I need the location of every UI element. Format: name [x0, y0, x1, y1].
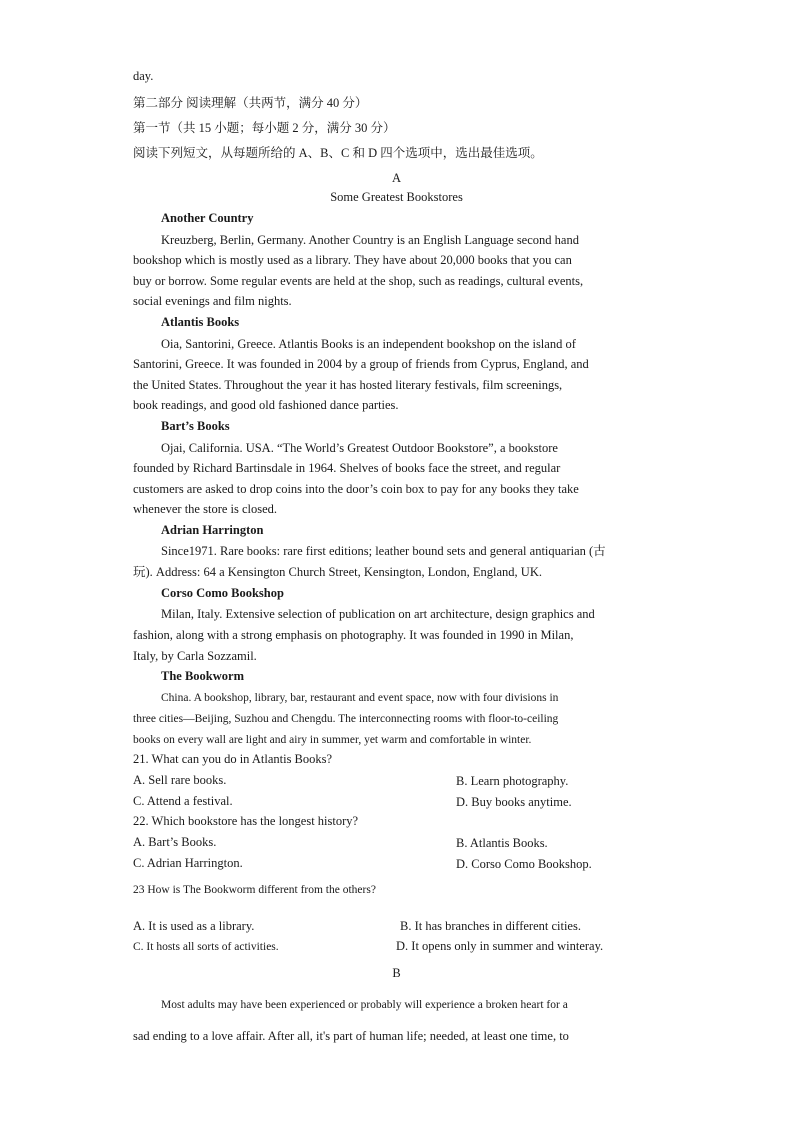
store-text-line: social evenings and film nights.	[133, 294, 292, 308]
store-text-line: Since1971. Rare books: rare first editions; leather bound sets and general antiquarian (古	[161, 544, 606, 558]
continuation-text: day.	[133, 69, 154, 83]
store-text-line: founded by Richard Bartinsdale in 1964. Shelves of books face the street, and regular	[133, 461, 561, 475]
store-heading: Corso Como Bookshop	[161, 586, 284, 600]
store-heading: Adrian Harrington	[161, 523, 264, 537]
store-heading: Atlantis Books	[161, 315, 240, 329]
store-text-line: buy or borrow. Some regular events are held at the shop, such as readings, cultural events,	[133, 274, 584, 288]
option-b: B. Learn photography.	[456, 774, 569, 788]
store-text-line: whenever the store is closed.	[133, 502, 278, 516]
store-text-line: books on every wall are light and airy in summer, yet warm and comfortable in winter.	[133, 734, 532, 746]
store-text-line: Ojai, California. USA. “The World’s Greatest Outdoor Bookstore”, a bookstore	[161, 441, 558, 455]
store-text-line: Santorini, Greece. It was founded in 2004 by a group of friends from Cyprus, England, and	[133, 357, 589, 371]
store-text-line: the United States. Throughout the year it has hosted literary festivals, film screenings,	[133, 378, 563, 392]
store-heading: Bart’s Books	[161, 419, 230, 433]
store-text-line: 玩). Address: 64 a Kensington Church Street, Kensington, London, England, UK.	[133, 565, 542, 579]
store-heading: Another Country	[161, 211, 254, 225]
store-text-line: fashion, along with a strong emphasis on photography. It was founded in 1990 in Milan,	[133, 628, 574, 642]
question-stem: 22. Which bookstore has the longest history?	[133, 814, 359, 828]
option-a: A. Sell rare books.	[133, 773, 227, 787]
passage-b-line: sad ending to a love affair. After all, it's part of human life; needed, at least one time, to	[133, 1029, 569, 1043]
option-b: B. Atlantis Books.	[456, 836, 548, 850]
part-heading: 第二部分 阅读理解（共两节，满分 40 分）	[133, 96, 368, 110]
option-c: C. Adrian Harrington.	[133, 856, 243, 870]
option-c: C. It hosts all sorts of activities.	[133, 941, 279, 953]
store-text-line: three cities—Beijing, Suzhou and Chengdu. The interconnecting rooms with floor-to-ceiling	[133, 713, 559, 725]
option-c: C. Attend a festival.	[133, 794, 233, 808]
option-d: D. Buy books anytime.	[456, 795, 572, 809]
question-stem: 23 How is The Bookworm different from the others?	[133, 884, 376, 896]
instruction-text: 阅读下列短文，从每题所给的 A、B、C 和 D 四个选项中，选出最佳选项。	[133, 146, 543, 160]
store-text-line: book readings, and good old fashioned dance parties.	[133, 398, 399, 412]
passage-b-line: Most adults may have been experienced or probably will experience a broken heart for a	[161, 999, 568, 1011]
passage-a-label: A	[391, 171, 402, 185]
store-text-line: customers are asked to drop coins into the door’s coin box to pay for any books they take	[133, 482, 579, 496]
store-text-line: Oia, Santorini, Greece. Atlantis Books is an independent bookshop on the island of	[161, 337, 576, 351]
store-text-line: China. A bookshop, library, bar, restaurant and event space, now with four divisions in	[161, 692, 559, 704]
option-a: A. Bart’s Books.	[133, 835, 217, 849]
option-d: D. It opens only in summer and winteray.	[396, 939, 604, 953]
store-heading: The Bookworm	[161, 669, 244, 683]
store-text-line: bookshop which is mostly used as a library. They have about 20,000 books that you can	[133, 253, 572, 267]
option-a: A. It is used as a library.	[133, 919, 255, 933]
store-text-line: Italy, by Carla Sozzamil.	[133, 649, 257, 663]
store-text-line: Milan, Italy. Extensive selection of publication on art architecture, design graphics and	[161, 607, 595, 621]
option-d: D. Corso Como Bookshop.	[456, 857, 592, 871]
option-b: B. It has branches in different cities.	[400, 919, 581, 933]
question-stem: 21. What can you do in Atlantis Books?	[133, 752, 333, 766]
passage-a-title: Some Greatest Bookstores	[330, 190, 463, 204]
store-text-line: Kreuzberg, Berlin, Germany. Another Country is an English Language second hand	[161, 233, 579, 247]
section-heading: 第一节（共 15 小题；每小题 2 分，满分 30 分）	[133, 121, 396, 135]
passage-b-label: B	[392, 966, 401, 980]
